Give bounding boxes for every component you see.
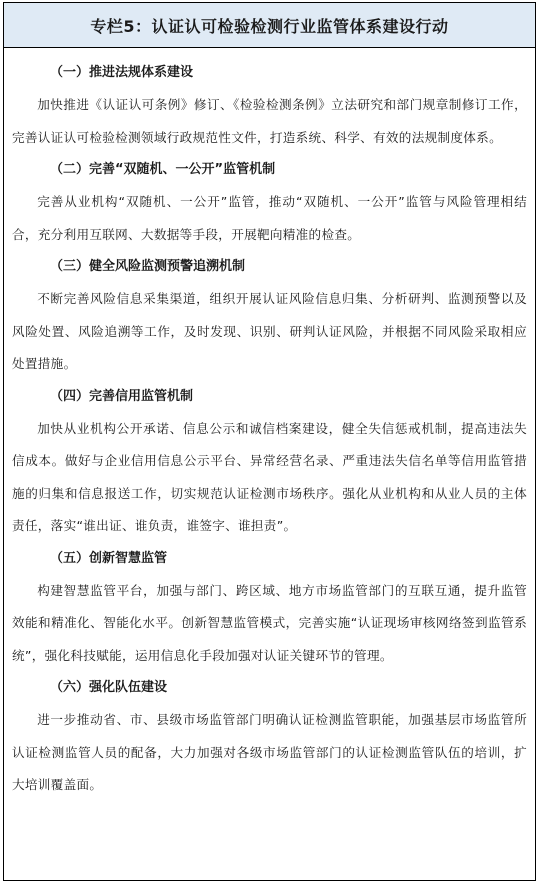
section-5	[12, 543, 527, 673]
section-2	[12, 154, 527, 251]
section-heading: （一）推进法规体系建设	[50, 65, 194, 80]
section-3	[12, 251, 527, 381]
section-heading: （四）完善信用监管机制	[50, 388, 194, 404]
section-1	[12, 57, 527, 154]
column-title: 专栏5：认证认可检验检测行业监管体系建设行动	[4, 3, 535, 48]
section-heading: （二）完善“双随机、一公开”监管机制	[50, 162, 276, 177]
section-heading: （五）创新智慧监管	[50, 550, 168, 566]
section-body: 不断完善风险信息采集渠道，组织开展认证风险信息归集、分析研判、监测预警以及风险处置、风险追溯等工作，及时发现、识别、研判认证风险，并根据不同风险采取相应处置措施。	[12, 291, 527, 371]
section-heading: （三）健全风险监测预警追溯机制	[50, 259, 246, 274]
section-body: 加快推进《认证认可条例》修订、《检验检测条例》立法研究和部门规章制修订工作，完善认证认可检验检测领域行政规范性文件，打造系统、科学、有效的法规制度体系。	[12, 97, 527, 145]
column-box	[3, 2, 536, 881]
section-6	[12, 672, 527, 802]
column-content	[4, 48, 535, 802]
section-body: 构建智慧监管平台，加强与部门、跨区域、地方市场监管部门的互联互通，提升监管效能和精准化、智能化水平。创新智慧监管模式，完善实施“认证现场审核网络签到监管系统”，强化科技赋能，运用信息化手段加强对认证关键环节的管理。	[12, 582, 527, 663]
section-heading: （六）强化队伍建设	[50, 680, 168, 695]
section-body: 进一步推动省、市、县级市场监管部门明确认证检测监管职能，加强基层市场监管所认证检测监管人员的配备，大力加强对各级市场监管部门的认证检测监管队伍的培训，扩大培训覆盖面。	[12, 712, 527, 792]
section-body: 完善从业机构“双随机、一公开”监管，推动“双随机、一公开”监管与风险管理相结合，充分利用互联网、大数据等手段，开展靶向精准的检查。	[12, 194, 527, 242]
section-body: 加快从业机构公开承诺、信息公示和诚信档案建设，健全失信惩戒机制，提高违法失信成本。做好与企业信用信息公示平台、异常经营名录、严重违法失信名单等信用监管措施的归集和信息报送工作，切实规范认证检测市场秩序。强化从业机构和从业人员的主体责任，落实“谁出证、谁负责，谁签字、谁担责”。	[12, 420, 527, 533]
section-4	[12, 381, 527, 543]
